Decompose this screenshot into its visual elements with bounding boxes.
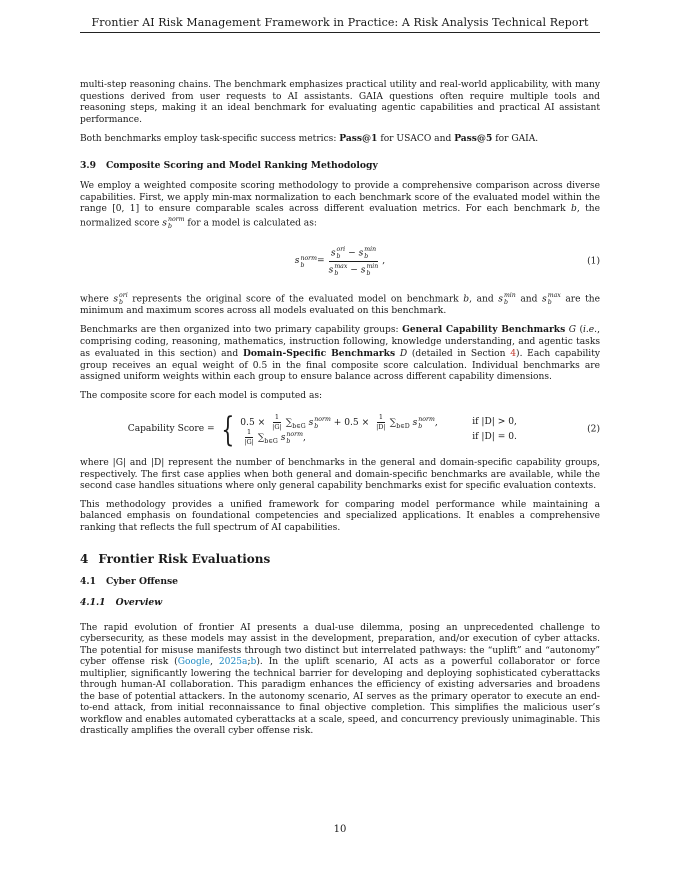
metric-pass5: Pass@5	[454, 133, 493, 144]
citation-google[interactable]: Google	[177, 657, 211, 667]
equation-1: s norm b = s ori b − s min b s max b − s min b , (1)	[294, 246, 600, 277]
groups-paragraph: Benchmarks are then organized into two primary capability groups: General Capability Benchmarks G (i.e., comprising coding, reasoning, mathematics, instruction following, knowledge understanding, and agentic tasks as evaluated in this section) and Domain-Specific Benchmarks D (detailed in Section 4). Each capability group receives an equal weight of 0.5 in the final composite score calculation. Individual benchmarks are assigned uniform weights within each group to ensure balance across different capability dimensions.	[80, 324, 601, 382]
gaia-intro-paragraph: multi-step reasoning chains. The benchmark emphasizes practical utility and real-world applicability, with many questions derived from user requests to AI assistants. GAIA questions often require multiple tools and reasoning steps, making it an ideal benchmark for evaluating agentic capabilities and practical AI assistant performance.	[80, 80, 600, 125]
section-4-link[interactable]: 4	[510, 349, 517, 359]
page-number: 10	[333, 824, 347, 835]
citation-2025b[interactable]: b	[250, 657, 257, 667]
header-rule	[80, 32, 600, 33]
page-body	[80, 80, 600, 745]
equation-2: Capability Score = { 0.5 × $\frac{1}{|G|}$ $\sum_{b\in G}$ s norm b + 0.5 × $\frac{1}{|D|}$ $\sum_{b\in D}$ s norm b , if |D| > 0, $\frac{1}{|G|}$ $\sum_{b\in G}$ s norm b , if |D| = 0. (2)	[127, 410, 600, 450]
equation-1-number: (1)	[587, 255, 600, 266]
normalization-fraction: s ori b − s min b s max b − s min b	[328, 246, 379, 277]
citation-2025a[interactable]: 2025a	[218, 657, 248, 667]
metric-pass1: Pass@1	[339, 133, 378, 144]
section-4-1-1-heading: 4.1.1 Overview	[80, 597, 163, 608]
method-intro-paragraph: We employ a weighted composite scoring methodology to provide a comprehensive comparison across diverse capabilities. First, we apply min-max normalization to each benchmark score of the evaluated model within the range [0, 1] to ensure comparable scales across different evaluation metrics. For each benchmark b, the normalized score s norm b for a model is calculated as:	[80, 181, 600, 230]
overview-paragraph: The rapid evolution of frontier AI presents a dual-use dilemma, posing an unprecedented challenge to cybersecurity, as these models may assist in the development, preparation, and/or execution of cyber attacks. The potential for misuse manifests through two distinct but interrelated pathways: the “uplift” and “autonomy” cyber offense risk (Google, 2025a;b). In the uplift scenario, AI acts as a powerful collaborator or force multiplier, significantly lowering the technical barrier for developing and deploying sophisticated cyberattacks through human-AI collaboration. This paradigm enhances the efficiency of existing adversaries and broadens the base of potential attackers. In the autonomy scenario, AI serves as the primary operator to execute an end-to-end attack, from initial reconnaissance to final objective completion. This simplifies the malicious user’s workflow and enables automated cyberattacks at a scale, speed, and concurrency previously unimaginable. This drastically amplifies the overall cyber offense risk.	[80, 622, 600, 736]
section-4-heading: 4 Frontier Risk Evaluations	[80, 552, 271, 566]
section-4-1-heading: 4.1 Cyber Offense	[80, 575, 179, 587]
section-3-9-heading: 3.9 Composite Scoring and Model Ranking Methodology	[80, 159, 378, 171]
metrics-paragraph: Both benchmarks employ task-specific success metrics: Pass@1 for USACO and Pass@5 for GAIA.	[80, 133, 539, 144]
framework-paragraph: This methodology provides a unified framework for comparing model performance while maintaining a balanced emphasis on foundational competencies and specialized applications. It enables a comprehensive ranking that reflects the full spectrum of AI capabilities.	[80, 499, 600, 533]
where-2-paragraph: where |G| and |D| represent the number of benchmarks in the general and domain-specific capability groups, respectively. The first case applies when both general and domain-specific benchmarks are available, while the second case handles situations where only general capability benchmarks exist for specific evaluation contexts.	[80, 458, 600, 491]
equation-2-number: (2)	[587, 424, 600, 435]
running-title: Frontier AI Risk Management Framework in Practice: A Risk Analysis Technical Report	[91, 16, 589, 29]
composite-intro-paragraph: The composite score for each model is computed as:	[80, 390, 323, 401]
where-1-paragraph: where s ori b represents the original score of the evaluated model on benchmark b, and s min b and s max b are the minimum and maximum scores across all models evaluated on this benchmark.	[80, 291, 600, 316]
